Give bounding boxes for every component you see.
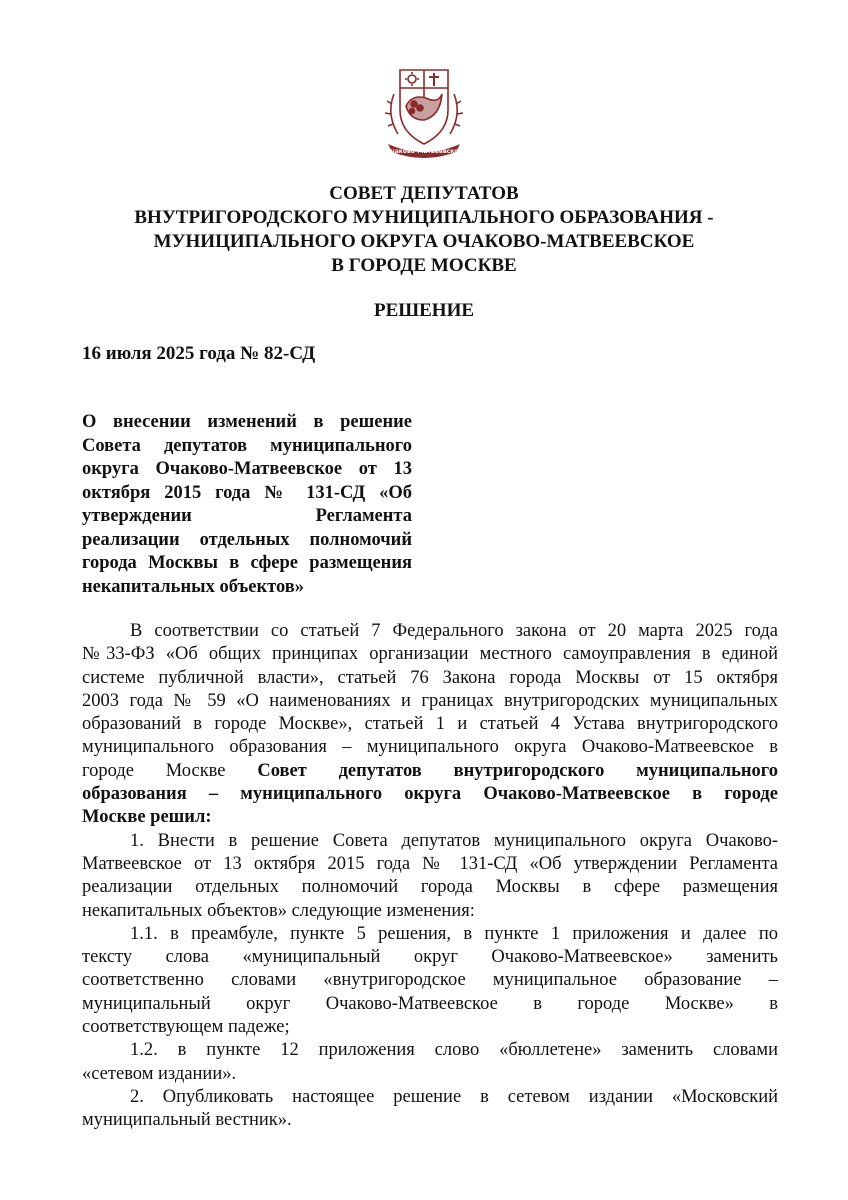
body-line: 1.1. в преамбуле, пункте 5 решения, в пункте 1 приложения и далее по — [130, 923, 778, 944]
body-line: муниципального образования – муниципального округа Очаково-Матвеевское в — [82, 737, 778, 758]
body-line: соответственно словами «внутригородское муниципальное образование – — [82, 970, 778, 991]
council-header — [0, 182, 848, 278]
body-bold-line: образования – муниципального округа Очаково-Матвеевское в городе — [82, 784, 778, 805]
subject-line: некапитальных объектов» — [82, 576, 305, 597]
decision-title: РЕШЕНИЕ — [373, 300, 475, 321]
municipal-emblem-icon — [374, 64, 474, 162]
body-line: «сетевом издании». — [82, 1063, 237, 1084]
body-line: муниципальный вестник». — [82, 1110, 292, 1131]
body-line: Матвеевское от 13 октября 2015 года № 131-СД «Об утверждении Регламента — [82, 853, 778, 874]
body-line: 1. Внести в решение Совета депутатов муниципального округа Очаково- — [130, 830, 778, 851]
body-bold-text: Совет депутатов внутригородского муниципального — [257, 760, 778, 781]
body-line: некапитальных объектов» следующие изменения: — [82, 900, 475, 921]
emblem-ribbon-text: Очаково-Матвеевское — [385, 148, 463, 155]
body-line: №33-ФЗ «Об общих принципах организации местного самоуправления в единой — [82, 644, 778, 665]
decision-date-number: 16 июля 2025 года № 82-СД — [82, 343, 316, 364]
body-line: реализации отдельных полномочий города Москвы в сфере размещения — [82, 877, 778, 898]
body-line: 2. Опубликовать настоящее решение в сетевом издании «Московский — [130, 1086, 778, 1107]
subject-line: утверждении Регламента — [82, 506, 412, 526]
header-line-2: ВНУТРИГОРОДСКОГО МУНИЦИПАЛЬНОГО ОБРАЗОВАНИЯ - — [134, 207, 714, 228]
body-line: 2003 года № 59 «О наименованиях и границах внутригородских муниципальных — [82, 690, 778, 711]
body-line: 1.2. в пункте 12 приложения слово «бюллетене» заменить словами — [130, 1040, 778, 1061]
body-line: соответствующем падеже; — [82, 1017, 290, 1038]
header-line-3: МУНИЦИПАЛЬНОГО ОКРУГА ОЧАКОВО-МАТВЕЕВСКОЕ — [153, 231, 695, 252]
body-line: В соответствии со статьей 7 Федерального закона от 20 марта 2025 года — [130, 621, 778, 641]
body-line-mixed — [82, 760, 778, 783]
subject-line: Совета депутатов муниципального — [82, 435, 412, 456]
subject-line: округа Очаково-Матвеевское от 13 — [82, 459, 412, 479]
header-line-4: В ГОРОДЕ МОСКВЕ — [331, 255, 517, 276]
body-line: тексту слова «муниципальный округ Очаково-Матвеевское» заменить — [82, 947, 778, 968]
body-line: образований в городе Москве», статьей 1 и статьей 4 Устава внутригородского — [82, 714, 778, 735]
subject-line: реализации отдельных полномочий — [82, 529, 412, 550]
decision-subject — [82, 411, 412, 599]
body-line: системе публичной власти», статьей 76 Закона города Москвы от 15 октября — [82, 667, 778, 688]
decision-body — [82, 620, 778, 1133]
body-line: муниципальный округ Очаково-Матвеевское в городе Москве» в — [82, 993, 778, 1014]
subject-line: города Москвы в сфере размещения — [82, 553, 412, 573]
subject-line: октября 2015 года № 131-СД «Об — [82, 482, 412, 503]
subject-line: О внесении изменений в решение — [82, 412, 412, 432]
body-text: городе Москве — [82, 760, 258, 781]
header-line-1: СОВЕТ ДЕПУТАТОВ — [329, 183, 519, 204]
body-bold-line: Москве решил: — [82, 807, 212, 828]
